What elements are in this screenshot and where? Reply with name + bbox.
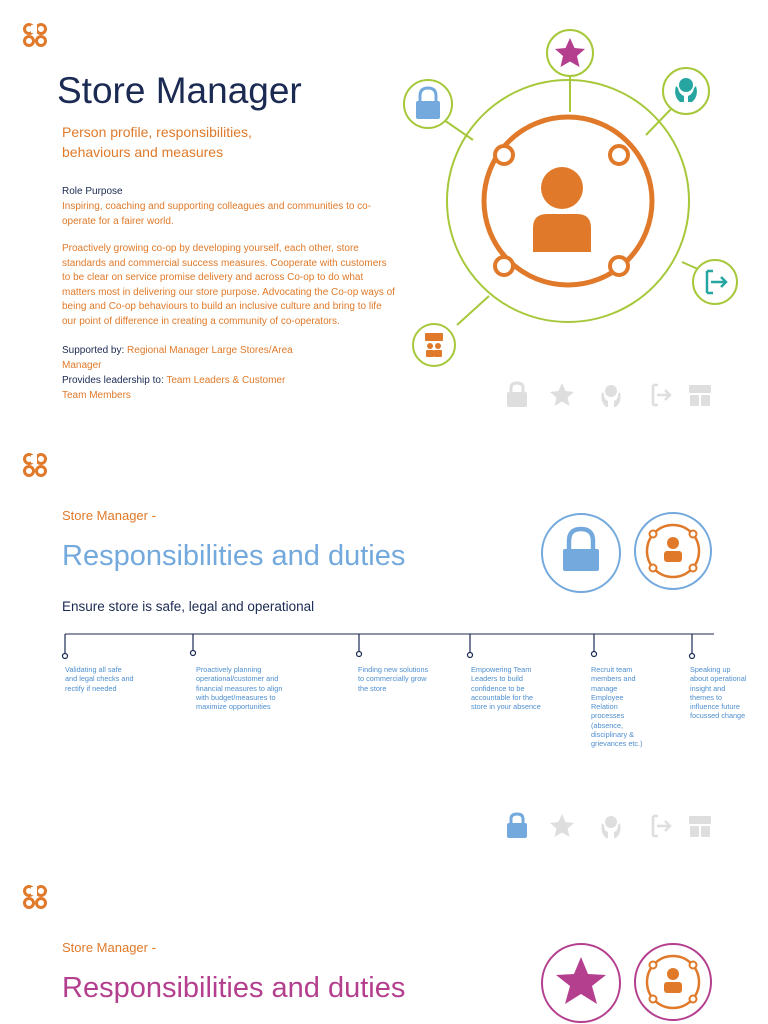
globe-hands-icon — [602, 385, 621, 407]
person-badge — [635, 513, 711, 589]
coop-logo — [22, 22, 48, 48]
supported-by-value: Regional Manager Large Stores/Area Manager — [62, 345, 293, 371]
globe-hands-icon — [602, 816, 621, 838]
lock-satellite — [404, 80, 452, 128]
coop-logo — [22, 884, 48, 910]
exit-satellite — [693, 260, 737, 304]
person-icon — [664, 982, 682, 993]
role-purpose-paragraph-2: Proactively growing co-op by developing yourself, each other, store standards and commercial success measures. Cooperate with customers to be clear on service promise delivery and across Co-op to do what matters most in delivering our store purpose. Advocating the Co-op ways of being and Co-op behaviours to build an inclusive culture and bring to life our point of difference in creating a community of co-operators. — [62, 243, 395, 327]
section-icons — [538, 940, 714, 1024]
page-title: Store Manager — [57, 70, 302, 111]
icon-strip-page2 — [503, 811, 718, 841]
supported-by-label: Supported by: — [62, 345, 125, 356]
lock-icon — [507, 383, 527, 407]
lock-icon — [563, 549, 599, 571]
arrow-exit-icon — [653, 385, 670, 405]
section-icons — [538, 511, 714, 603]
icon-strip-page1 — [503, 380, 718, 410]
section-label: Store Manager - — [62, 508, 156, 523]
timeline-item-5: Recruit team members and manage Employee Relation processes (absence, disciplinary & grievances etc.) — [591, 665, 643, 749]
section-title: Responsibilities and duties — [62, 540, 406, 572]
team-icon — [689, 385, 711, 406]
team-satellite — [413, 324, 455, 366]
lock-badge — [542, 514, 620, 592]
timeline-item-3: Finding new solutions to commercially grow the store — [358, 665, 429, 693]
star-icon — [550, 814, 574, 837]
provides-leadership-value: Team Leaders & Customer Team Members — [62, 375, 286, 401]
team-icon — [689, 816, 711, 837]
timeline-item-1: Validating all safe and legal checks and rectify if needed — [65, 665, 134, 693]
role-hub-diagram — [400, 20, 745, 375]
provides-leadership — [62, 373, 312, 403]
star-badge — [542, 944, 620, 1022]
star-icon — [550, 383, 574, 406]
supported-by — [62, 343, 312, 373]
star-satellite — [547, 30, 593, 76]
section-title: Responsibilities and duties — [62, 972, 406, 1004]
role-purpose-paragraph-1: Inspiring, coaching and supporting colleagues and communities to co-operate for a fairer world. — [62, 201, 372, 227]
coop-logo — [22, 452, 48, 478]
timeline-item-2: Proactively planning operational/customer and financial measures to align with budget/measures to maximize opportunities — [196, 665, 283, 712]
arrow-exit-icon — [653, 816, 670, 836]
lock-icon — [507, 814, 527, 838]
person-badge — [635, 944, 711, 1020]
timeline-item-6: Speaking up about operational insight and themes to influence future focussed change — [690, 665, 747, 721]
globe-hands-satellite — [663, 68, 709, 114]
person-icon — [664, 551, 682, 562]
person-icon — [533, 167, 591, 252]
ensure-heading: Ensure store is safe, legal and operational — [62, 599, 315, 614]
provides-leadership-label: Provides leadership to: — [62, 375, 164, 386]
lock-icon — [416, 101, 440, 119]
section-label: Store Manager - — [62, 940, 156, 955]
role-purpose-heading: Role Purpose — [62, 186, 123, 197]
duties-timeline — [60, 628, 720, 664]
globe-icon — [679, 78, 693, 92]
timeline-item-4: Empowering Team Leaders to build confidence to be accountable for the store in your absence — [471, 665, 541, 712]
page-subtitle: Person profile, responsibilities, behaviours and measures — [62, 124, 252, 160]
